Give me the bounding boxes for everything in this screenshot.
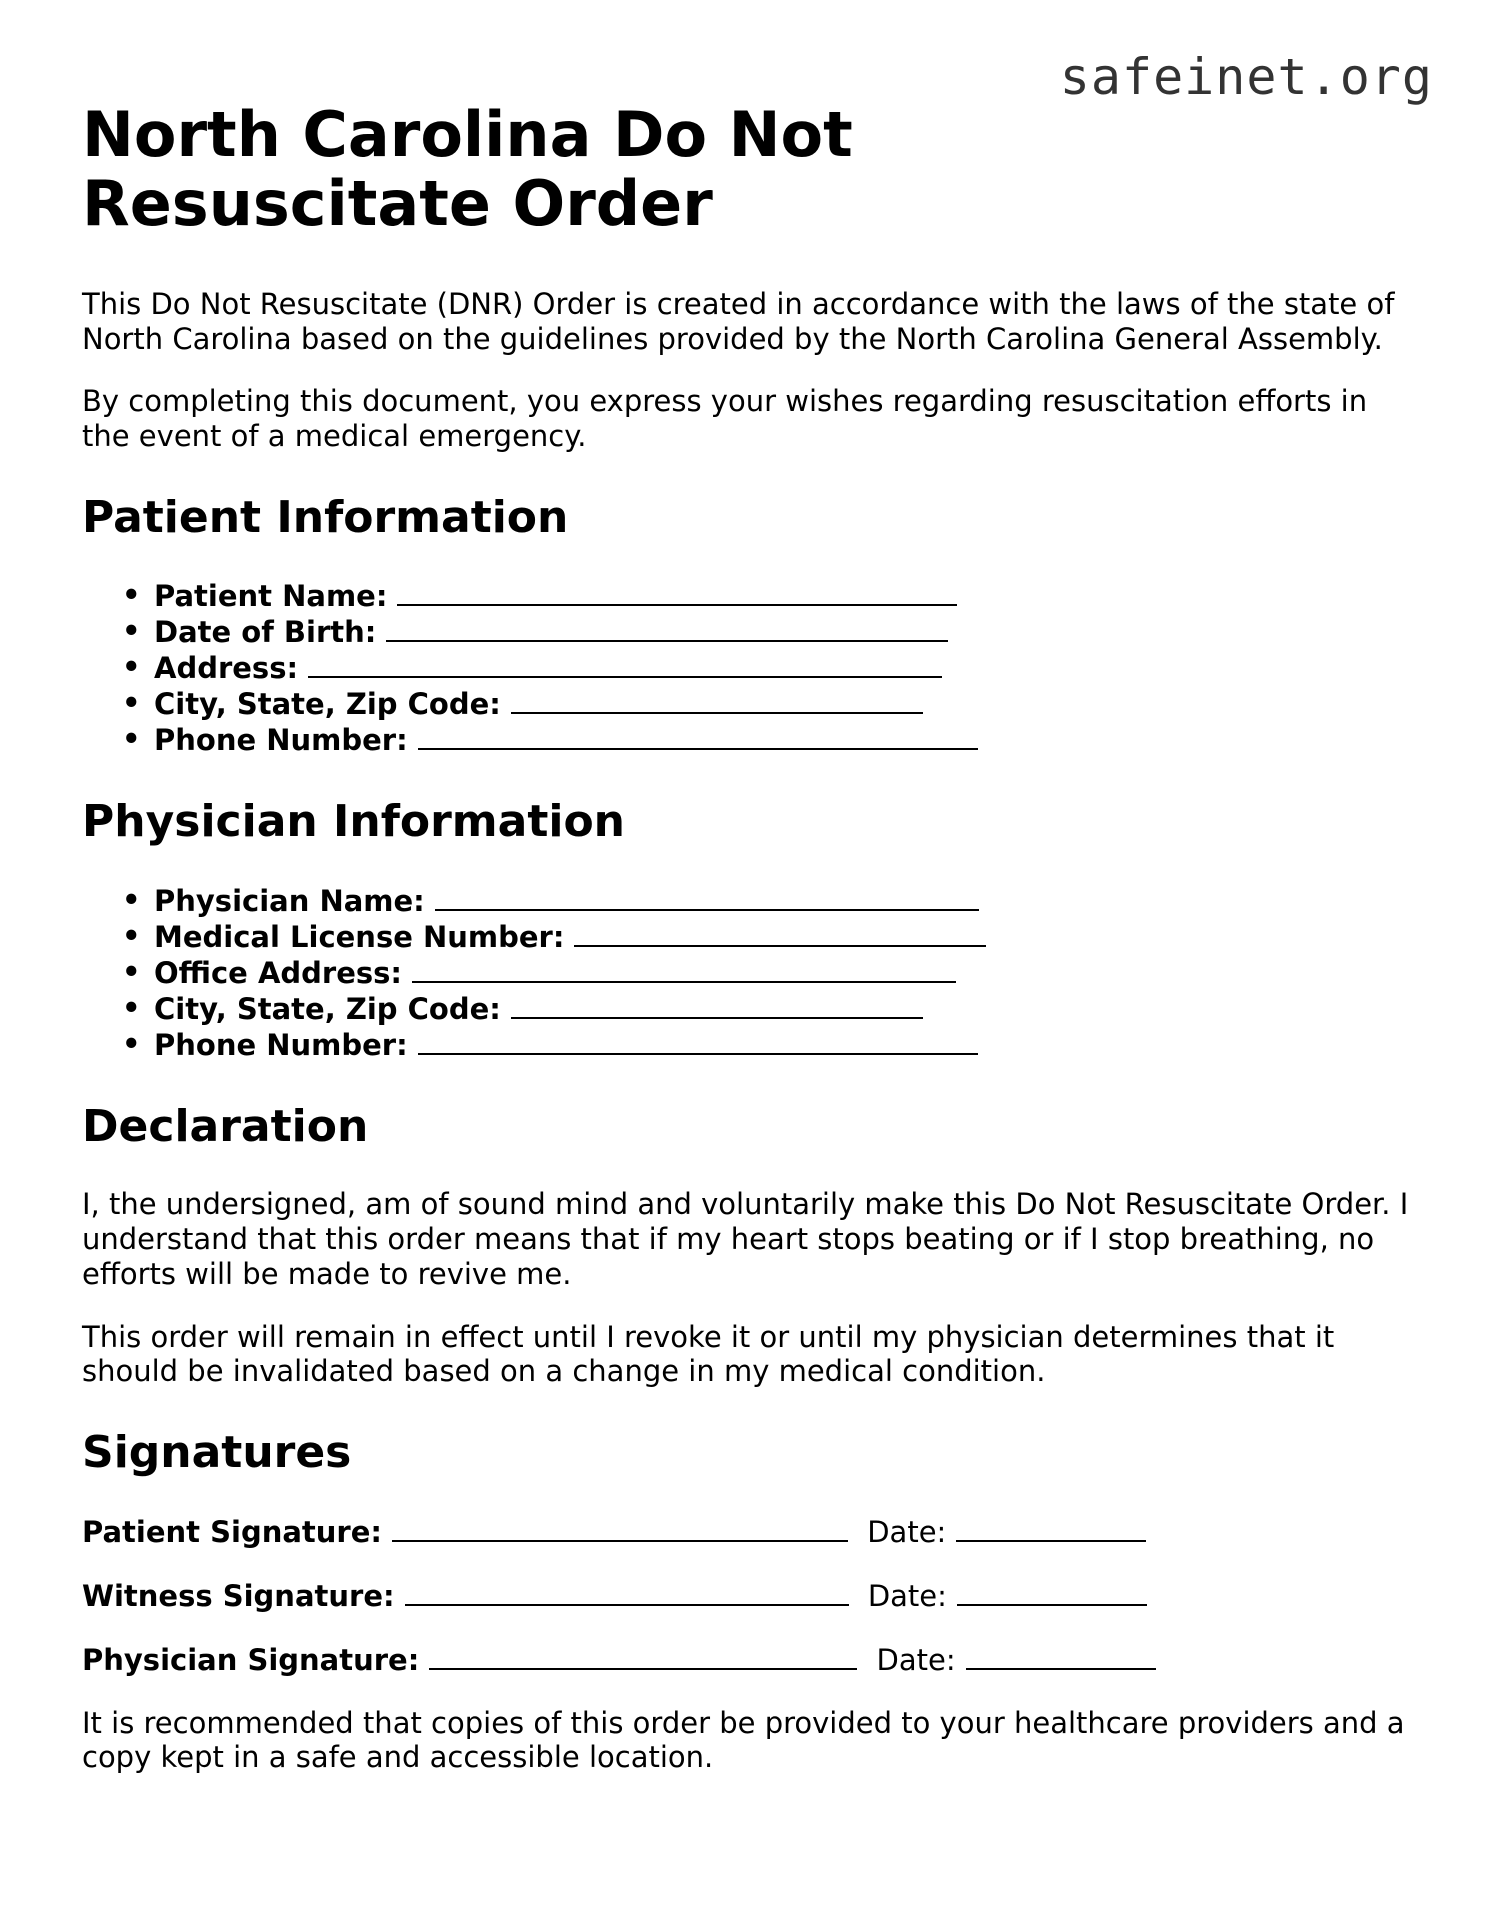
patient-signature-label: Patient Signature: xyxy=(82,1514,382,1549)
footer-note: It is recommended that copies of this order be provided to your healthcare providers and a copy kept in a safe and accessible location. xyxy=(82,1705,1405,1775)
date-of-birth-item xyxy=(122,614,1412,650)
witness-signature-label: Witness Signature: xyxy=(82,1578,395,1613)
field-label: Phone Number: xyxy=(154,723,408,758)
license-number-field[interactable] xyxy=(574,919,986,947)
patient-phone-item xyxy=(122,722,1412,758)
bullet-icon: • xyxy=(122,882,141,917)
witness-signature-field[interactable] xyxy=(405,1578,849,1606)
field-label: Date of Birth: xyxy=(154,615,377,650)
field-label: Physician Name: xyxy=(154,883,425,918)
declaration-paragraph-1: I, the undersigned, am of sound mind and voluntarily make this Do Not Resuscitate Order. I understand that this order means that if my heart stops beating or if I stop breathing, no efforts will be made to revive me. xyxy=(82,1187,1409,1291)
physician-signature-row xyxy=(82,1642,1412,1678)
physician-info-list xyxy=(82,883,1412,1063)
bullet-icon: • xyxy=(122,722,141,757)
declaration-paragraph-2: This order will remain in effect until I revoke it or until my physician determines that it should be invalidated based on a change in my medical condition. xyxy=(82,1319,1335,1389)
patient-phone-field[interactable] xyxy=(418,722,978,750)
patient-signature-field[interactable] xyxy=(392,1514,848,1542)
patient-city-item xyxy=(122,686,1412,722)
patient-signature-row xyxy=(82,1514,1412,1550)
field-label: Medical License Number: xyxy=(154,919,565,954)
office-address-field[interactable] xyxy=(412,955,956,983)
license-number-item xyxy=(122,919,1412,955)
document-title: North Carolina Do Not Resuscitate Order xyxy=(82,98,853,241)
physician-city-field[interactable] xyxy=(511,991,923,1019)
signatures-heading: Signatures xyxy=(82,1427,352,1479)
field-label: Patient Name: xyxy=(154,579,388,614)
field-label: City, State, Zip Code: xyxy=(154,687,501,722)
bullet-icon: • xyxy=(122,614,141,649)
bullet-icon: • xyxy=(122,954,141,989)
field-label: City, State, Zip Code: xyxy=(154,991,501,1026)
patient-name-item xyxy=(122,578,1412,614)
witness-date-field[interactable] xyxy=(957,1578,1147,1606)
patient-address-item xyxy=(122,650,1412,686)
bullet-icon: • xyxy=(122,650,141,685)
patient-date-label: Date: xyxy=(867,1514,947,1549)
watermark: safeinet.org xyxy=(1059,48,1433,106)
patient-address-field[interactable] xyxy=(308,650,942,678)
physician-city-item xyxy=(122,991,1412,1027)
patient-info-heading: Patient Information xyxy=(82,492,569,544)
physician-signature-label: Physician Signature: xyxy=(82,1642,420,1677)
field-label: Phone Number: xyxy=(154,1027,408,1062)
physician-name-item xyxy=(122,883,1412,919)
intro-paragraph-1: This Do Not Resuscitate (DNR) Order is created in accordance with the laws of the state of North Carolina based on the guidelines provided by the North Carolina General Assembly. xyxy=(82,286,1395,356)
field-label: Office Address: xyxy=(154,955,403,990)
physician-phone-field[interactable] xyxy=(418,1027,978,1055)
physician-signature-field[interactable] xyxy=(429,1642,857,1670)
field-label: Address: xyxy=(154,651,299,686)
document-page xyxy=(82,100,1412,1803)
bullet-icon: • xyxy=(122,578,141,613)
office-address-item xyxy=(122,955,1412,991)
declaration-heading: Declaration xyxy=(82,1100,369,1152)
bullet-icon: • xyxy=(122,1026,141,1061)
physician-phone-item xyxy=(122,1027,1412,1063)
intro-paragraph-2: By completing this document, you express your wishes regarding resuscitation efforts in the event of a medical emergency. xyxy=(82,384,1368,454)
bullet-icon: • xyxy=(122,918,141,953)
bullet-icon: • xyxy=(122,686,141,721)
physician-info-heading: Physician Information xyxy=(82,796,625,848)
physician-date-field[interactable] xyxy=(966,1642,1156,1670)
patient-name-field[interactable] xyxy=(397,578,957,606)
date-of-birth-field[interactable] xyxy=(386,614,948,642)
patient-info-list xyxy=(82,578,1412,758)
witness-date-label: Date: xyxy=(867,1578,947,1613)
witness-signature-row xyxy=(82,1578,1412,1614)
physician-name-field[interactable] xyxy=(435,883,979,911)
patient-date-field[interactable] xyxy=(956,1514,1146,1542)
patient-city-field[interactable] xyxy=(511,686,923,714)
bullet-icon: • xyxy=(122,990,141,1025)
physician-date-label: Date: xyxy=(876,1642,956,1677)
